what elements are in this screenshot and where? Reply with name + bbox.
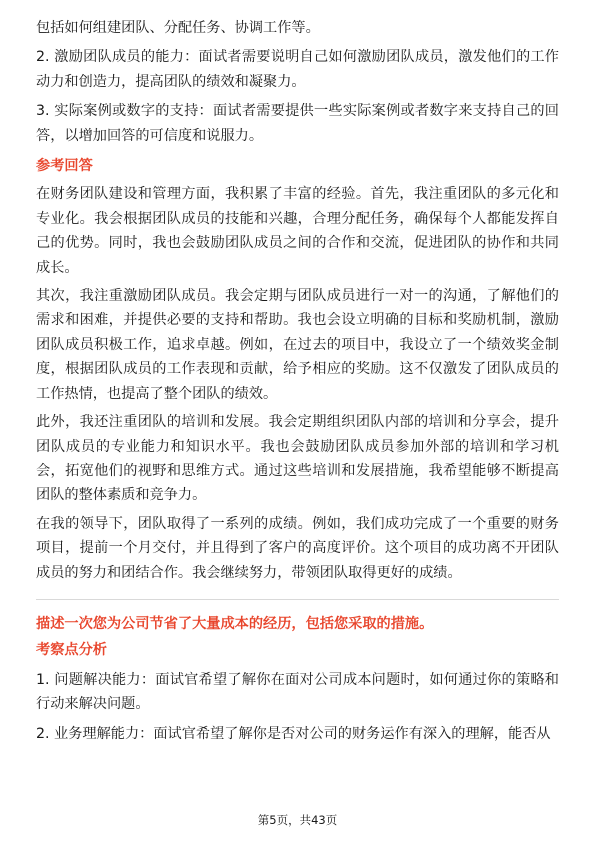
reference-paragraph: 其次，我注重激励团队成员。我会定期与团队成员进行一对一的沟通，了解他们的需求和困难，并提供必要的支持和帮助。我也会设立明确的目标和奖励机制，激励团队成员积极工作，追求卓越。例如，在过去的项目中，我设立了一个绩效奖金制度，根据团队成员的工作表现和贡献，给予相应的奖励。这不仅激发了团队成员的工作热情，也提高了整个团队的绩效。 (36, 288, 559, 402)
page-number: 第5页，共43页 (257, 813, 338, 827)
document-page (36, 16, 559, 746)
point-evidence: 3. 实际案例或数字的支持：面试者需要提供一些实际案例或者数字来支持自己的回答，以增加回答的可信度和说服力。 (36, 103, 559, 144)
point-business-understanding: 2. 业务理解能力：面试官希望了解你是否对公司的财务运作有深入的理解，能否从 (36, 725, 551, 742)
point-problem-solving: 1. 问题解决能力：面试官希望了解你在面对公司成本问题时，如何通过你的策略和行动来解决问题。 (36, 671, 559, 713)
reference-paragraph: 在财务团队建设和管理方面，我积累了丰富的经验。首先，我注重团队的多元化和专业化。我会根据团队成员的技能和兴趣，合理分配任务，确保每个人都能发挥自己的优势。同时，我也会鼓励团队成员之间的合作和交流，促进团队的协作和共同成长。 (36, 186, 559, 276)
question-title: 描述一次您为公司节省了大量成本的经历，包括您采取的措施。 (36, 615, 434, 632)
point-motivation: 2. 激励团队成员的能力：面试者需要说明自己如何激励团队成员，激发他们的工作动力和创造力，提高团队的绩效和凝聚力。 (36, 49, 559, 90)
reference-heading: 参考回答 (36, 158, 93, 175)
reference-paragraph: 在我的领导下，团队取得了一系列的成绩。例如，我们成功完成了一个重要的财务项目，提前一个月交付，并且得到了客户的高度评价。这个项目的成功离不开团队成员的努力和团结合作。我会继续努力，带领团队取得更好的成绩。 (36, 515, 559, 581)
analysis-heading: 考察点分析 (36, 642, 107, 659)
intro-tail-text: 包括如何组建团队、分配任务、协调工作等。 (36, 20, 320, 36)
section-divider (36, 599, 559, 600)
reference-paragraph: 此外，我还注重团队的培训和发展。我会定期组织团队内部的培训和分享会，提升团队成员的专业能力和知识水平。我也会鼓励团队成员参加外部的培训和学习机会，拓宽他们的视野和思维方式。通过这些培训和发展措施，我希望能够不断提高团队的整体素质和竞争力。 (36, 414, 559, 504)
